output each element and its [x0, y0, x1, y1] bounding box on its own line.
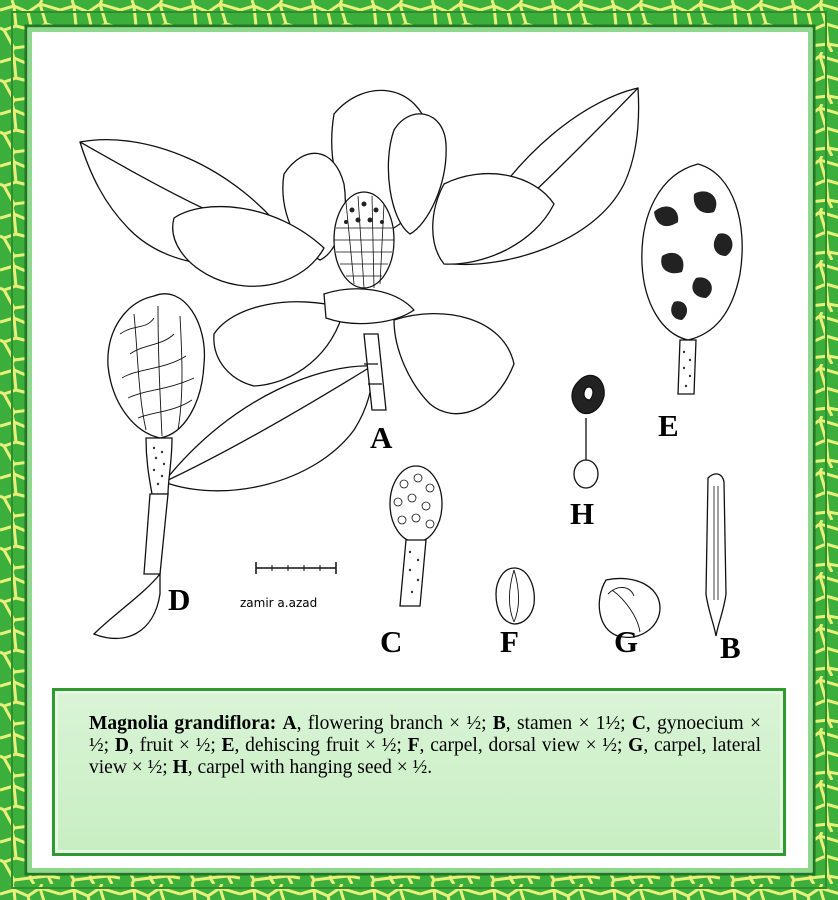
label-b: B: [720, 630, 741, 665]
scale-bar: [256, 562, 336, 574]
caption-part-c-letter: C: [631, 713, 646, 734]
caption-part-d-text: , fruit × ½;: [128, 735, 222, 756]
label-a: A: [370, 420, 393, 455]
caption-box: [52, 688, 786, 856]
botanical-drawing: [34, 34, 806, 690]
fruit-d-cone: [108, 294, 205, 438]
figure-caption: [89, 713, 761, 779]
label-f: F: [500, 624, 519, 659]
caption-part-g-letter: G: [628, 735, 644, 756]
caption-part-f-text: , carpel, dorsal view × ½;: [419, 735, 629, 756]
caption-part-g-text: , carpel, lateral view × ½;: [89, 735, 761, 778]
label-d: D: [168, 582, 191, 617]
caption-part-b-text: , stamen × 1½;: [505, 713, 632, 734]
caption-part-h-letter: H: [172, 757, 188, 778]
caption-part-d-letter: D: [114, 735, 129, 756]
stamen-b: [706, 474, 726, 636]
label-e: E: [658, 408, 679, 443]
caption-part-b-letter: B: [492, 713, 506, 734]
carpel-f: [496, 568, 534, 624]
hanging-seed: [574, 460, 598, 488]
illustration-panel: [34, 34, 806, 690]
caption-part-h-text: , carpel with hanging seed × ½.: [187, 757, 433, 778]
caption-part-a-letter: A: [282, 713, 297, 734]
label-c: C: [380, 624, 403, 659]
leaf-d: [94, 574, 160, 638]
label-g: G: [614, 624, 639, 659]
label-h: H: [570, 496, 595, 531]
petal-bottom-right: [394, 314, 514, 414]
caption-part-c-text: , gynoecium × ½;: [89, 713, 761, 756]
caption-part-a-text: , flowering branch × ½;: [296, 713, 493, 734]
caption-species: Magnolia grandiflora:: [89, 713, 277, 734]
caption-part-f-letter: F: [407, 735, 420, 756]
illustrator-signature: zamir a.azad: [240, 596, 318, 610]
caption-part-e-letter: E: [221, 735, 235, 756]
caption-part-e-text: , dehiscing fruit × ½;: [234, 735, 408, 756]
